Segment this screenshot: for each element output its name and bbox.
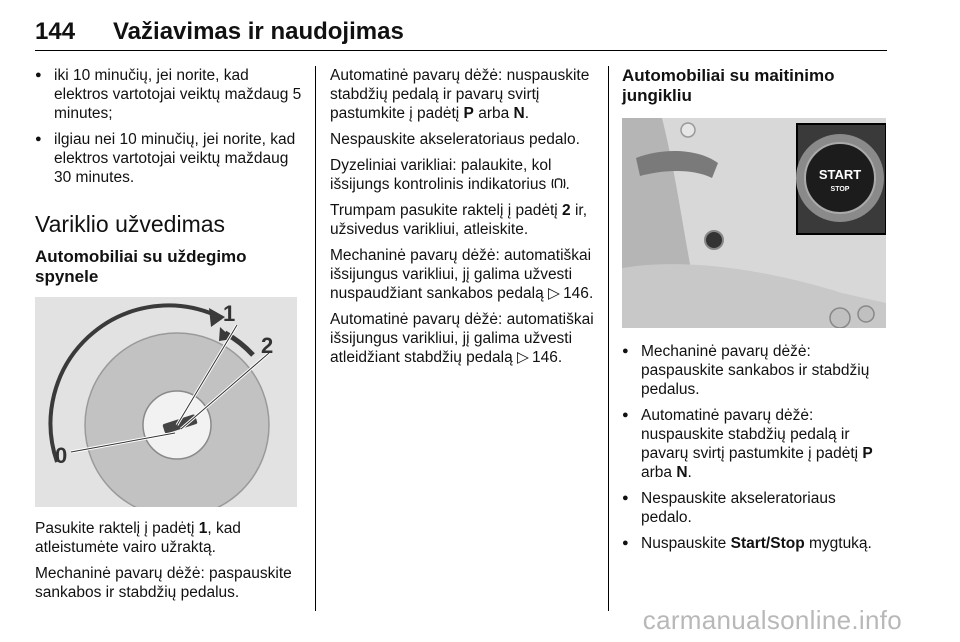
- paragraph: Nespauskite akseleratoriaus pedalo.: [330, 131, 580, 148]
- paragraph: Mechaninė pavarų dėžė: paspauskite sankabos ir stabdžių pedalus.: [35, 565, 292, 601]
- page-header: [35, 14, 887, 51]
- list-item: ● ilgiau nei 10 minučių, jei norite, kad elektros vartotojai veiktų maždaug 30 minutes.: [35, 130, 303, 187]
- start-label: START: [818, 167, 862, 182]
- subheading: Automobiliai su uždegimo spynele: [35, 247, 247, 286]
- column-3: [622, 66, 890, 560]
- list-item: ● Nespauskite akseleratoriaus pedalo.: [622, 489, 890, 527]
- page-reference-arrow-icon: ▷: [517, 349, 529, 366]
- glow-plug-indicator-icon: [551, 177, 566, 190]
- paragraph: Dyzeliniai varikliai: palaukite, kol išsijungs kontrolinis indikatorius .: [330, 157, 570, 193]
- position-0-label: 0: [55, 443, 68, 468]
- list-item: ● iki 10 minučių, jei norite, kad elektros vartotojai veiktų maždaug 5 minutes;: [35, 66, 303, 123]
- subheading: Automobiliai su maitinimo jungikliu: [622, 66, 835, 105]
- bullet-list: [622, 342, 890, 553]
- page-reference[interactable]: 146: [563, 285, 589, 302]
- paragraph: Automatinė pavarų dėžė: automatiškai išsijungus varikliui, jį galima užvesti atleidžiant stabdžių pedalą ▷ 146.: [330, 311, 594, 366]
- column-1: [35, 66, 303, 609]
- stop-label: STOP: [830, 186, 850, 193]
- column-2: [330, 66, 596, 374]
- paragraph: Automatinė pavarų dėžė: nuspauskite stabdžių pedalą ir pavarų svirtį pastumkite į padėtį P arba N.: [330, 67, 590, 122]
- page-reference-arrow-icon: ▷: [548, 285, 560, 302]
- ignition-switch-figure: [35, 297, 297, 507]
- paragraph: Trumpam pasukite raktelį į padėtį 2 ir, užsivedus varikliui, atleiskite.: [330, 202, 588, 238]
- bullet-list: [35, 66, 303, 187]
- paragraph: Pasukite raktelį į padėtį 1, kad atleistumėte vairo užraktą.: [35, 520, 241, 556]
- watermark: carmanualsonline.info: [642, 605, 902, 635]
- column-divider: [608, 66, 609, 611]
- list-item: ● Nuspauskite Start/Stop mygtuką.: [622, 534, 890, 553]
- section-title: Variklio užvedimas: [35, 211, 226, 237]
- list-item: ● Automatinė pavarų dėžė: nuspauskite stabdžių pedalą ir pavarų svirtį pastumkite į padėtį P arba N.: [622, 406, 890, 482]
- paragraph: Mechaninė pavarų dėžė: automatiškai išsijungus varikliui, jį galima užvesti nuspaudžiant sankabos pedalą ▷ 146.: [330, 247, 594, 302]
- page-reference[interactable]: 146: [532, 349, 558, 366]
- start-stop-button-figure: [622, 118, 886, 328]
- position-2-label: 2: [261, 333, 274, 358]
- position-1-label: 1: [223, 301, 236, 326]
- list-item: ● Mechaninė pavarų dėžė: paspauskite sankabos ir stabdžių pedalus.: [622, 342, 890, 399]
- chapter-title: Važiavimas ir naudojimas: [113, 18, 404, 45]
- page-number: 144: [35, 18, 76, 45]
- column-divider: [315, 66, 316, 611]
